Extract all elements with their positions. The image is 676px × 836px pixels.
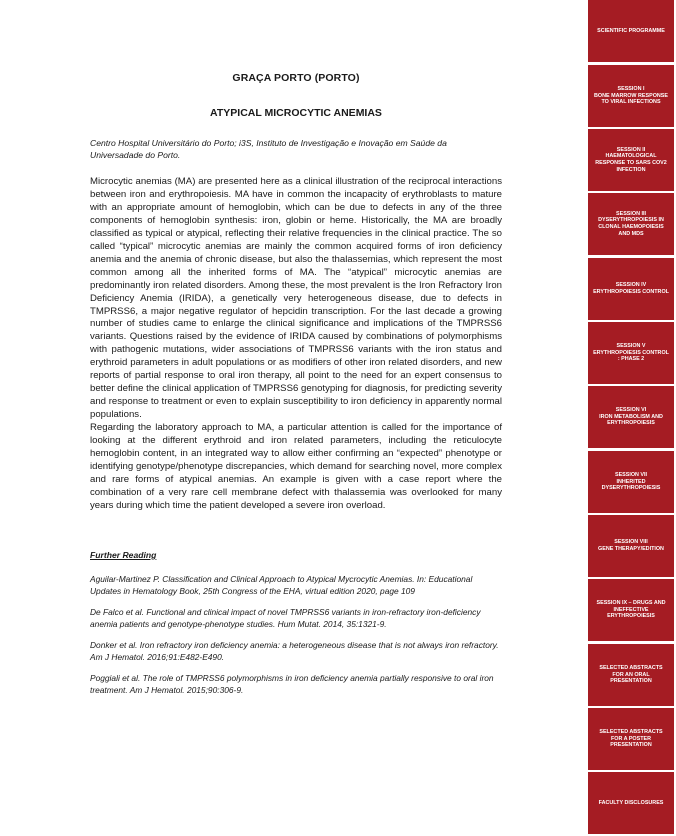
nav-label: SESSION III DYSERYTHROPOIESIS IN CLONAL HAEMOPOIESIS AND MDS [598,210,664,237]
further-reading-heading: Further Reading [90,550,157,560]
reference-item-3: Donker et al. Iron refractory iron deficiency anemia: a heterogeneous disease that is not always iron refractory. Am J Hematol. 2016;91:E482-E490. [90,640,499,662]
nav-session-8[interactable] [588,515,674,577]
session-navigation [588,0,676,836]
nav-label: SESSION V ERYTHROPOIESIS CONTROL : PHASE 2 [593,343,669,363]
nav-label: SESSION IX – DRUGS AND INEFFECTIVE ERYTHROPOIESIS [596,600,666,620]
nav-session-7[interactable] [588,451,674,513]
abstract-title: ATYPICAL MICROCYTIC ANEMIAS [210,107,382,119]
nav-label: SELECTED ABSTRACTS FOR AN ORAL PRESENTATION [599,665,663,685]
nav-session-6[interactable] [588,386,674,448]
abstract-paragraph-2: Regarding the laboratory approach to MA, a particular attention is called for the importance of looking at the different erythroid and iron related parameters, including the reticulocyte hemoglobin content, in an integrated way to allow either confirming an “expected” phenotype or identifying genotype/phenotype discrepancies, which demand for searching novel, more complex and rare forms of atypical anemias. An example is given with a case report where the combination of a very rare cell membrane defect with thalassemia was overlooked for many years during which time the patient developed a severe iron overload. [90,422,502,511]
reference-item-2: De Falco et al. Functional and clinical impact of novel TMPRSS6 variants in iron-refractory iron-deficiency anemia patients and genotype-phenotype studies. Hum Mutat. 2014, 35:1321-9. [90,607,481,629]
nav-session-3[interactable] [588,193,674,255]
nav-label: SESSION VII INHERITED DYSERYTHROPOIESIS [601,472,661,492]
nav-label: SELECTED ABSTRACTS FOR A POSTER PRESENTATION [599,729,663,749]
author-heading: GRAÇA PORTO (PORTO) [232,72,360,84]
nav-label: SESSION II HAEMATOLOGICAL RESPONSE TO SARS COV2 INFECTION [595,146,667,173]
nav-label: SESSION I BONE MARROW RESPONSE TO VIRAL INFECTIONS [594,86,668,106]
nav-label: FACULTY DISCLOSURES [598,799,664,806]
nav-label: SCIENTIFIC PROGRAMME [597,27,665,34]
nav-label: SESSION VI IRON METABOLISM AND ERYTHROPOIESIS [599,407,663,427]
nav-scientific-programme[interactable] [588,0,674,62]
nav-poster-abstracts[interactable] [588,708,674,770]
reference-item-4: Poggiali et al. The role of TMPRSS6 polymorphisms in iron deficiency anemia partially responsive to oral iron treatment. Am J Hematol. 2015;90:306-9. [90,673,494,695]
nav-label: SESSION VIII GENE THERAPY/EDITION [598,539,664,552]
reference-item-1: Aguilar-Martinez P. Classification and Clinical Approach to Atypical Mycrocytic Anemias. In: Educational Updates in Hematology Book, 25th Congress of the EHA, virtual edition 2020, page 109 [90,574,473,596]
nav-session-1[interactable] [588,65,674,127]
affiliation: Centro Hospital Universitário do Porto; i3S, Instituto de Investigação e Inovação em Saúde da Universadade do Porto. [90,138,447,160]
nav-session-2[interactable] [588,129,674,191]
nav-session-9[interactable] [588,579,674,641]
nav-session-5[interactable] [588,322,674,384]
abstract-paragraph-1: Microcytic anemias (MA) are presented here as a clinical illustration of the reciprocal interactions between iron and erythropoiesis. MA have in common the incapacity of erythroblasts to mature with an appropriate amount of hemoglobin, which can be due to defects in any of the three components of hemoglobin synthesis: iron, globin or heme. Historically, the MA are broadly classified as typical or atypical, reflecting their relative frequencies in the clinical practice. The so called “typical” microcytic anemias are mainly the common acquired forms of iron deficiency anemia and the anemia of chronic disease, but also the thalassemias, which represent the most common among all the inherited forms of MA. The “atypical” microcytic anemias are predominantly iron related disorders. Among these, the most prevalent is the Iron Refractory Iron Deficiency Anemia (IRIDA), a genetically very heterogeneous disease, due to defects in TMPRSS6, a major negative regulator of hepcidin transcription. For the last decade a growing number of studies came to enlarge the clinical significance and implications of the TMPRSS6 variants. Questions raised by the evidence of IRIDA caused by combinations of polymorphisms with pathogenic mutations, wider associations of TMPRSS6 variants with the iron status and erythroid parameters in adult populations or as modifiers of other iron related disorders, and new reports of partial response to oral iron therapy, all point to the need for an expert consensus to better define the clinical application of TMPRSS6 genotyping for diagnosis, for predicting severity and response to treatment or even to explain susceptibility to iron deficiency in apparently normal populations. [90,176,502,421]
abstract-body [90,176,502,513]
nav-label: SESSION IV ERYTHROPOIESIS CONTROL [593,282,669,295]
reference-list [90,573,502,705]
nav-oral-abstracts[interactable] [588,644,674,706]
nav-faculty-disclosures[interactable] [588,772,674,834]
nav-session-4[interactable] [588,258,674,320]
